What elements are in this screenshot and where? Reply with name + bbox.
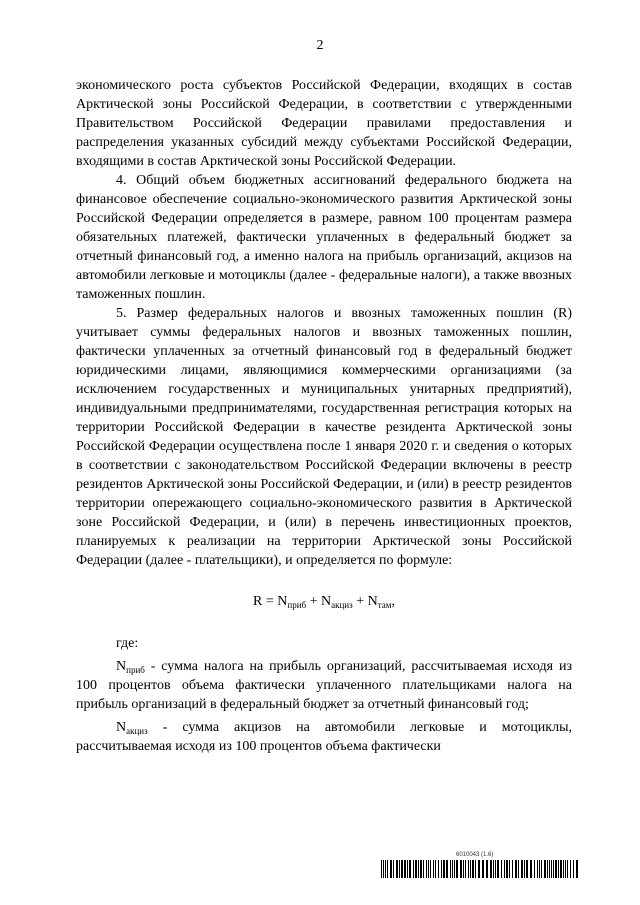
barcode-bar xyxy=(428,860,429,878)
formula-sub-prib: приб xyxy=(287,600,307,610)
barcode-bar xyxy=(446,860,448,878)
barcode-bar xyxy=(413,860,414,878)
barcode-bar xyxy=(383,860,384,878)
where-label: где: xyxy=(116,636,139,651)
barcode-bar xyxy=(468,860,469,878)
barcode-bar xyxy=(537,860,538,878)
formula xyxy=(76,592,572,611)
barcode-bar xyxy=(401,860,403,878)
barcode-code-text: 6010043 (1.6) xyxy=(456,852,494,858)
barcode-bar xyxy=(530,860,532,878)
formula-plus-2: + N xyxy=(352,594,378,609)
barcode-bar xyxy=(387,860,388,878)
barcode-bar xyxy=(435,860,436,878)
barcode-bar xyxy=(415,860,417,878)
barcode-bar xyxy=(482,860,484,878)
formula-sub-akciz: акциз xyxy=(331,600,353,610)
barcode-bar xyxy=(501,860,502,878)
paragraph-item-5: 5. Размер федеральных налогов и ввозных таможенных пошлин (R) учитывает суммы федеральных налогов и ввозных таможенных пошлин, фактически уплаченных за отчетный финансовый год в федеральный бюджет юридическими лицами, являющимися коммерческими организациями (за исключением государственных и муниципальных унитарных предприятий), индивидуальными предпринимателями, государственная регистрация которых на территории Российской Федерации в качестве резидента Арктической зоны Российской Федерации осуществлена после 1 января 2020 г. и сведения о которых в соответствии с законодательством Российской Федерации включены в реестр резидентов Арктической зоны Российской Федерации, и (или) в реестр резидентов территории опережающего социально-экономического развития в Арктической зоне Российской Федерации, и (или) в перечень инвестиционных проектов, планируемых к реализации на территории Арктической зоны Российской Федерации (далее - плательщики), и определяется по формуле: xyxy=(76,306,572,568)
barcode-bar xyxy=(423,860,424,878)
definition-symbol: N xyxy=(116,720,127,735)
barcode-bar xyxy=(418,860,419,878)
definition-n-prib xyxy=(76,657,572,714)
barcode-bar xyxy=(512,860,513,878)
paragraph-continuation: экономического роста субъектов Российской Федерации, входящих в состав Арктической зоны Российской Федерации, в соответствии с утвержденными Правительством Российской Федерации правилами предоставления и распределения указанных субсидий между субъектами Российской Федерации, входящими в состав Арктической зоны Российской Федерации. xyxy=(76,78,572,169)
barcode-bar xyxy=(526,860,528,878)
page-number: 2 xyxy=(316,38,324,53)
barcode-bar xyxy=(524,860,525,878)
barcode-bar xyxy=(385,860,386,878)
barcode-bar xyxy=(438,860,439,878)
barcode-bar xyxy=(495,860,496,878)
barcode-bar xyxy=(409,860,411,878)
barcode-bar xyxy=(576,860,578,878)
barcode-bar xyxy=(560,860,562,878)
barcode-bar xyxy=(509,860,510,878)
barcode-bar xyxy=(420,860,422,878)
barcode-bar xyxy=(555,860,557,878)
barcode-bar xyxy=(539,860,540,878)
formula-lhs: R = N xyxy=(253,594,288,609)
barcode-bar xyxy=(490,860,492,878)
barcode-bar xyxy=(515,860,517,878)
definition-subscript: акциз xyxy=(126,726,148,736)
formula-sub-tam: там xyxy=(377,600,392,610)
definition-text: - сумма акцизов на автомобили легковые и мотоциклы, рассчитываемая исходя из 100 процентов объема фактически xyxy=(76,720,572,754)
definition-text: - сумма налога на прибыль организаций, рассчитываемая исходя из 100 процентов объема фактически уплаченного плательщиками налога на прибыль организаций в федеральный бюджет за отчетный финансовый год; xyxy=(76,659,572,712)
barcode-bar xyxy=(470,860,471,878)
barcode-bar xyxy=(390,860,392,878)
barcode-bar xyxy=(544,860,546,878)
barcode-bar xyxy=(454,860,455,878)
paragraph-item-4: 4. Общий объем бюджетных ассигнований федерального бюджета на финансовое обеспечение социально-экономического развития Арктической зоны Российской Федерации определяется в размере, равном 100 процентам размера обязательных платежей, фактически уплаченных в федеральный бюджет за отчетный финансовый год, а именно налога на прибыль организаций, акцизов на автомобили легковые и мотоциклы (далее - федеральные налоги), а также ввозных таможенных пошлин. xyxy=(76,173,572,302)
document-body xyxy=(76,76,572,756)
definition-n-akciz xyxy=(76,718,572,756)
barcode-bar xyxy=(518,860,519,878)
barcode-bar xyxy=(465,860,466,878)
barcode-bar xyxy=(441,860,442,878)
barcode-bar xyxy=(549,860,550,878)
barcode-bar xyxy=(430,860,431,878)
barcode-bar xyxy=(506,860,508,878)
barcode-bar xyxy=(570,860,571,878)
barcode-bar xyxy=(433,860,434,878)
definition-subscript: приб xyxy=(126,665,145,675)
barcode-bar xyxy=(396,860,398,878)
barcode-bar xyxy=(426,860,427,878)
barcode-bar xyxy=(450,860,451,878)
barcode-bar xyxy=(547,860,548,878)
barcode-bar xyxy=(486,860,488,878)
barcode-bar xyxy=(478,860,480,878)
barcode-bar xyxy=(541,860,542,878)
barcode-bar xyxy=(493,860,494,878)
barcode-bar xyxy=(553,860,554,878)
barcode-bar xyxy=(407,860,408,878)
definition-symbol: N xyxy=(116,659,127,674)
barcode-bar xyxy=(504,860,505,878)
barcode-bar xyxy=(404,860,406,878)
barcode-bar xyxy=(551,860,552,878)
formula-plus-1: + N xyxy=(306,594,332,609)
barcode-bar xyxy=(558,860,559,878)
barcode-bar xyxy=(534,860,535,878)
barcode-bar xyxy=(460,860,462,878)
barcode-bar xyxy=(565,860,566,878)
barcode-bar xyxy=(521,860,523,878)
barcode-bar xyxy=(452,860,453,878)
barcode-bar xyxy=(567,860,568,878)
barcode-bar xyxy=(399,860,400,878)
barcode-bar xyxy=(475,860,476,878)
barcode-bar xyxy=(393,860,394,878)
barcode-bar xyxy=(563,860,564,878)
barcode-bar xyxy=(472,860,474,878)
barcode-bar xyxy=(381,860,382,878)
formula-tail: , xyxy=(391,594,395,609)
barcode-bars xyxy=(380,860,580,878)
barcode-bar xyxy=(456,860,458,878)
barcode-bar xyxy=(497,860,499,878)
barcode xyxy=(380,852,580,878)
barcode-bar xyxy=(463,860,464,878)
barcode-bar xyxy=(443,860,445,878)
barcode-bar xyxy=(573,860,574,878)
